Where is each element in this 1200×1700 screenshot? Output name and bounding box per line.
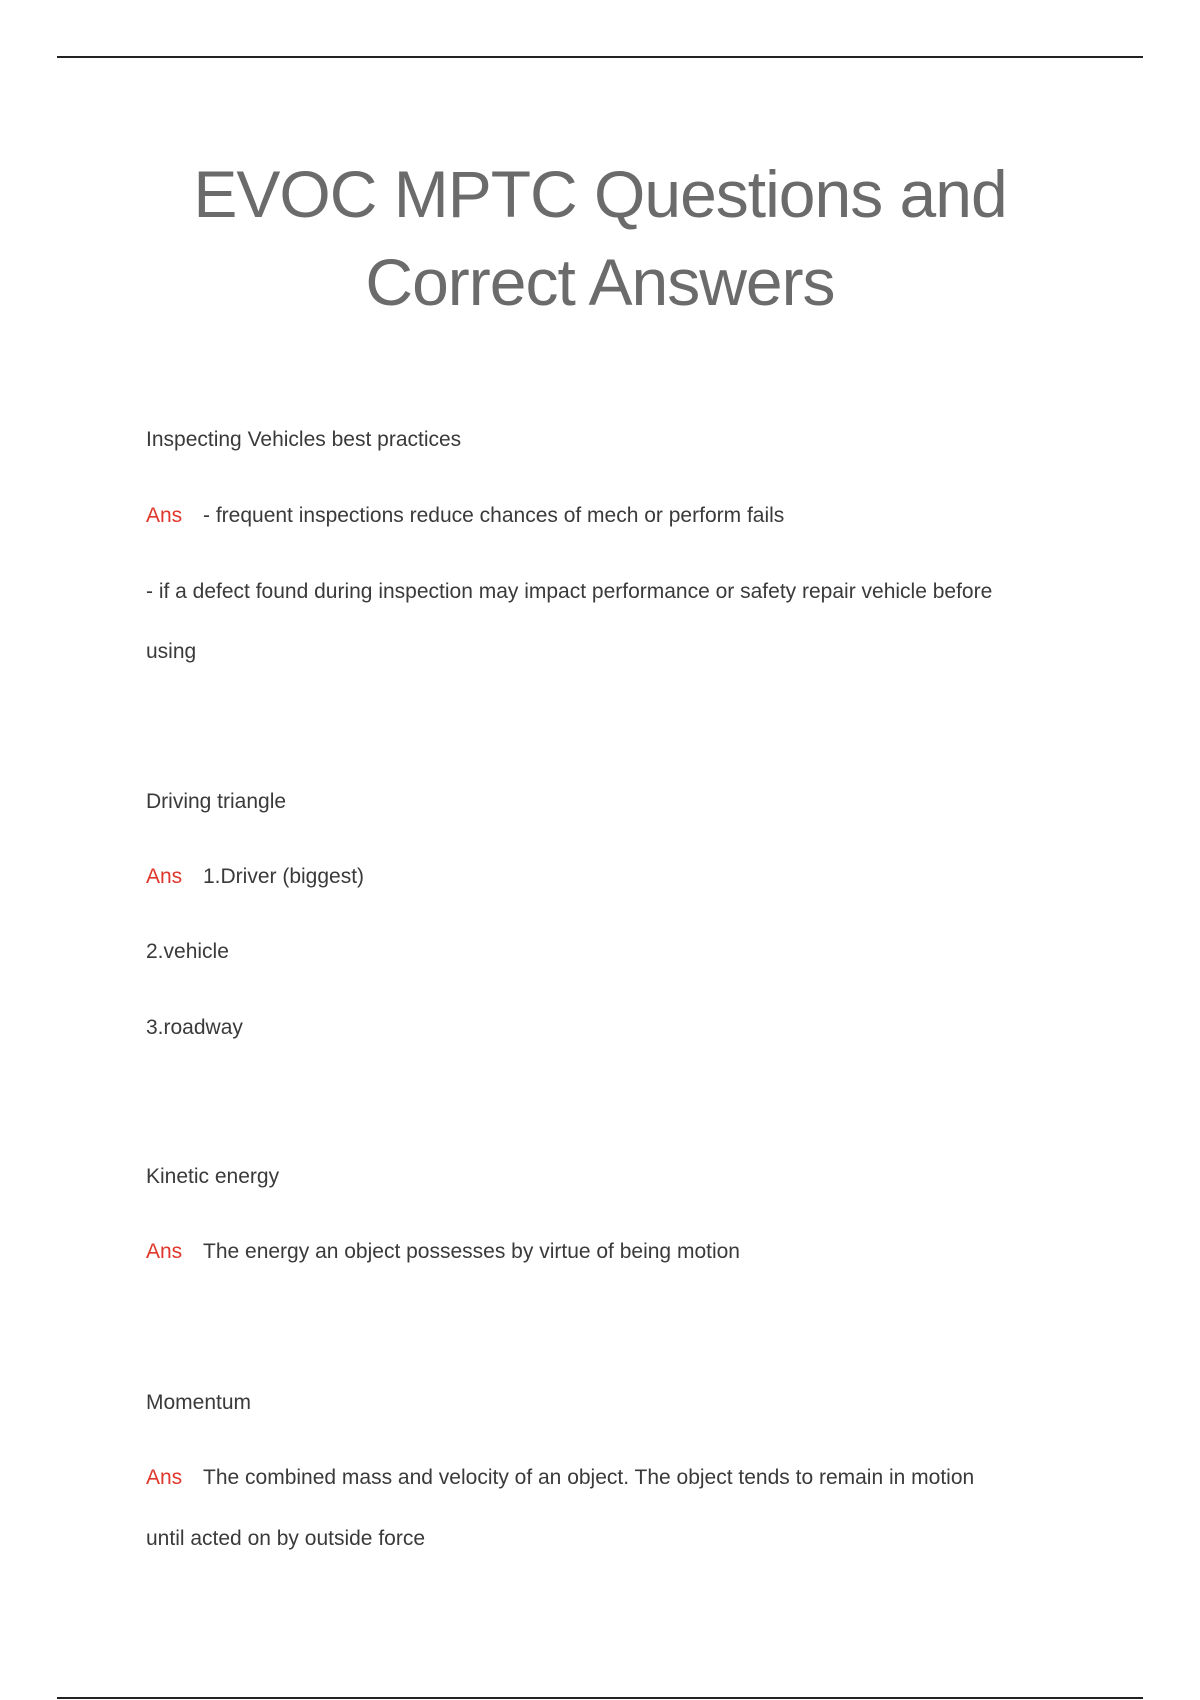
answer-4-text: The combined mass and velocity of an object. The object tends to remain in motion	[203, 1466, 975, 1489]
ans-label: Ans	[146, 865, 183, 888]
question-2: Driving triangle	[146, 790, 287, 813]
answer-2-line-3: 3.roadway	[146, 1016, 243, 1039]
answer-3-text: The energy an object possesses by virtue of being motion	[203, 1240, 740, 1263]
answer-4	[146, 1464, 974, 1492]
top-rule	[57, 56, 1143, 58]
answer-2	[146, 863, 364, 891]
answer-2-line-2: 2.vehicle	[146, 940, 229, 963]
answer-4-line-2: until acted on by outside force	[146, 1527, 426, 1550]
bottom-rule	[57, 1697, 1143, 1699]
answer-2-text: 1.Driver (biggest)	[203, 865, 365, 888]
ans-label: Ans	[146, 1240, 183, 1263]
ans-label: Ans	[146, 504, 183, 527]
question-1: Inspecting Vehicles best practices	[146, 428, 462, 451]
ans-label: Ans	[146, 1466, 183, 1489]
page-title	[0, 150, 1200, 326]
title-line-2: Correct Answers	[365, 245, 835, 319]
answer-1-text: - frequent inspections reduce chances of mech or perform fails	[203, 504, 785, 527]
answer-3	[146, 1238, 740, 1266]
title-line-1: EVOC MPTC Questions and	[193, 157, 1007, 231]
answer-1-line-3: using	[146, 640, 197, 663]
answer-1	[146, 502, 784, 530]
question-4: Momentum	[146, 1391, 252, 1414]
answer-1-line-2: - if a defect found during inspection may impact performance or safety repair vehicle before	[146, 580, 993, 603]
question-3: Kinetic energy	[146, 1165, 280, 1188]
